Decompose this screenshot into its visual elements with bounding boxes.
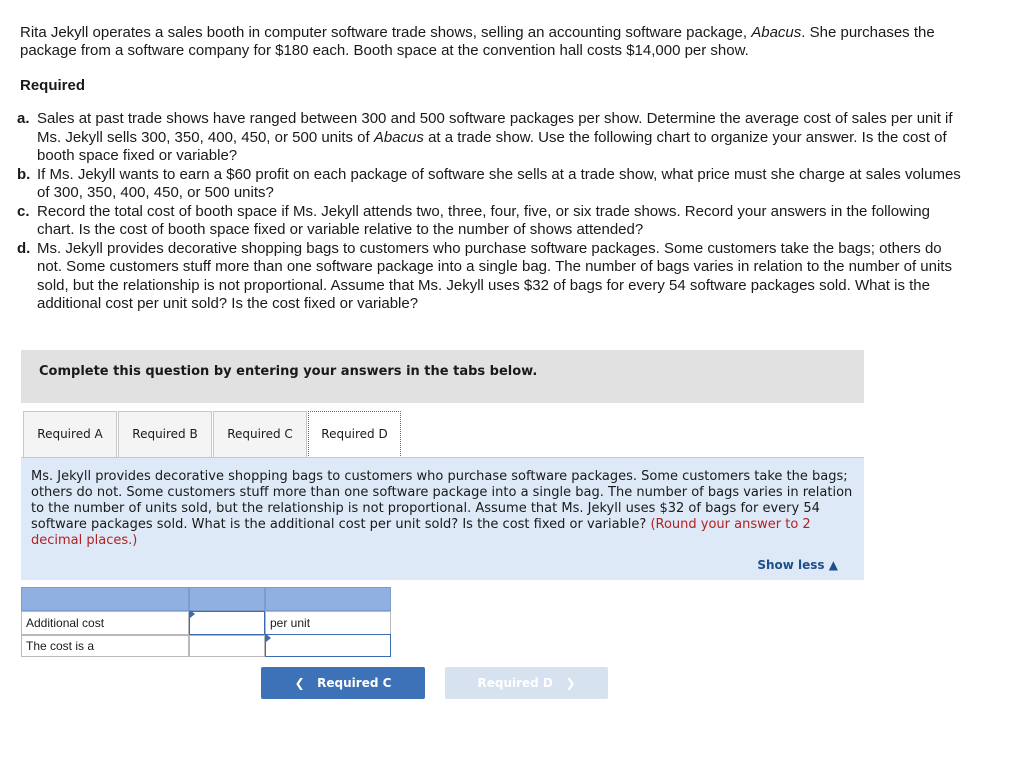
problem-intro: Rita Jekyll operates a sales booth in computer software trade shows, selling an accounting software package, Abacus. She purchases the package from a software company for $180 each. Booth space at the convention hall costs $14,000 per show. (20, 24, 935, 59)
rounding-note: (Round your answer to 2 decimal places.) (31, 517, 811, 548)
additional-cost-label: Additional cost (21, 611, 189, 635)
additional-cost-input[interactable] (189, 611, 265, 635)
cost-type-spacer (189, 635, 265, 657)
tab-required-b[interactable]: Required B (118, 411, 212, 458)
chevron-left-icon: ❮ (294, 676, 305, 690)
cost-type-label: The cost is a (21, 635, 189, 657)
requirement-d: d. Ms. Jekyll provides decorative shopping bags to customers who purchase software packages. Some customers take the bags; others do not. Some customers stuff more than one software package into a single bag. The number of bags varies in relation to the number of units sold, but the relationship is not proportional. Assume that Ms. Jekyll uses $32 of bags for every 54 software packages sold. What is the additional cost per unit sold? Is the cost fixed or variable? (17, 239, 952, 312)
tab-required-d[interactable]: Required D (308, 411, 401, 458)
required-heading: Required (20, 77, 86, 94)
header-cell-value (189, 587, 265, 611)
tab-required-a[interactable]: Required A (23, 411, 117, 458)
question-panel (21, 458, 864, 580)
chevron-right-icon: ❯ (565, 676, 576, 690)
question-text: Ms. Jekyll provides decorative shopping bags to customers who purchase software packages. Some customers take the bags; others do not. Some customers stuff more than one software package into a single bag. The number of bags varies in relation to the number of units sold, but the relationship is not proportional. Assume that Ms. Jekyll uses $32 of bags for every 54 software packages sold. What is the additional cost per unit sold? Is the cost fixed or variable? (Round your answer to 2 decimal places.) (31, 469, 853, 548)
requirement-b: b. If Ms. Jekyll wants to earn a $60 profit on each package of software she sells at a trade show, what price must she charge at sales volumes of 300, 350, 400, 450, or 500 units? (17, 165, 961, 201)
cost-type-select[interactable] (265, 634, 391, 657)
select-marker-icon (266, 634, 271, 642)
requirement-a: a. Sales at past trade shows have ranged between 300 and 500 software packages per show. Determine the average cost of sales per unit if Ms. Jekyll sells 300, 350, 400, 450, or 500 units of Abacus at a trade show. Use the following chart to organize your answer. Is the cost of booth space fixed or variable? (17, 110, 953, 164)
instruction-banner (21, 350, 864, 403)
instruction-text: Complete this question by entering your answers in the tabs below. (39, 364, 538, 379)
tab-required-c[interactable]: Required C (213, 411, 307, 458)
per-unit-label: per unit (265, 611, 391, 635)
header-cell-label (21, 587, 189, 611)
input-marker-icon (190, 610, 195, 618)
triangle-up-icon: ▲ (828, 558, 838, 572)
header-cell-unit (265, 587, 391, 611)
prev-required-button[interactable]: ❮ Required C (261, 667, 425, 699)
requirements-list (17, 110, 970, 314)
next-required-button: Required D ❯ (445, 667, 608, 699)
show-less-link[interactable]: Show less ▲ (757, 558, 838, 572)
requirement-c: c. Record the total cost of booth space if Ms. Jekyll attends two, three, four, five, or six trade shows. Record your answers in the following chart. Is the cost of booth space fixed or variable relative to the number of shows attended? (17, 202, 930, 238)
product-name: Abacus (751, 24, 802, 41)
